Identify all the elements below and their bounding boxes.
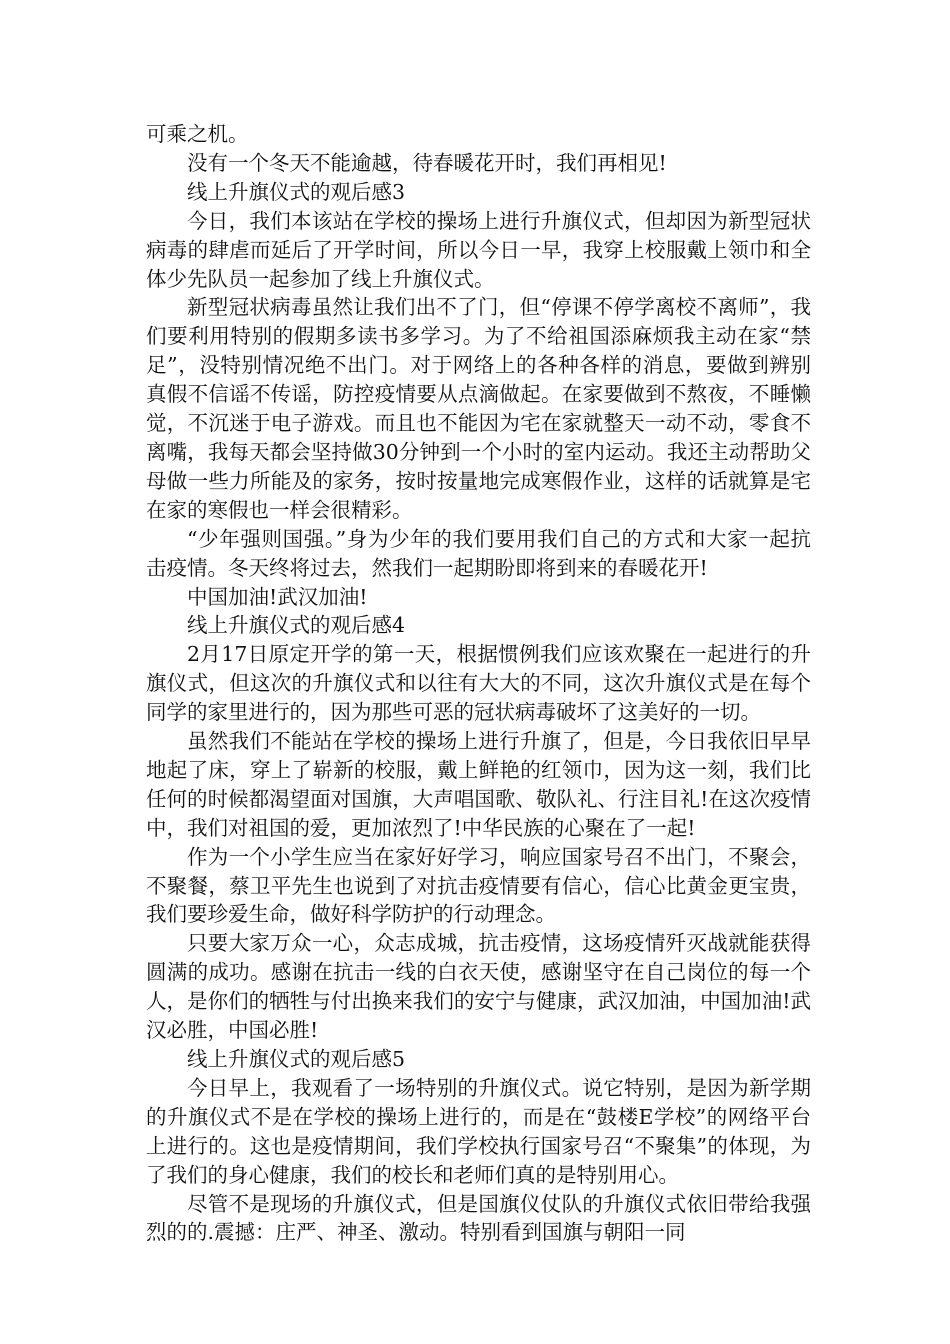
paragraph: 今日早上，我观看了一场特别的升旗仪式。说它特别，是因为新学期的升旗仪式不是在学校的操场上进行的，而是在“鼓楼E学校”的网络平台上进行的。这也是疫情期间，我们学校执行国家号召“不聚集”的体现，为了我们的身心健康，我们的校长和老师们真的是特别用心。: [146, 1075, 811, 1187]
paragraph: 中国加油!武汉加油!: [187, 584, 368, 609]
section-heading: 线上升旗仪式的观后感5: [187, 1047, 406, 1071]
paragraph: 尽管不是现场的升旗仪式，但是国旗仪仗队的升旗仪式依旧带给我强烈的的.震撼：庄严、神圣、激动。特别看到国旗与朝阳一同: [146, 1191, 811, 1245]
paragraph: 新型冠状病毒虽然让我们出不了门，但“停课不停学离校不离师”，我们要利用特别的假期多读书多学习。为了不给祖国添麻烦我主动在家“禁足”，没特别情况绝不出门。对于网络上的各种各样的消息，要做到辨别真假不信谣不传谣，防控疫情要从点滴做起。在家要做到不熬夜，不睡懒觉，不沉迷于电子游戏。而且也不能因为宅在家就整天一动不动，零食不离嘴，我每天都会坚持做30分钟到一个小时的室内运动。我还主动帮助父母做一些力所能及的家务，按时按量地完成寒假作业，这样的话就算是宅在家的寒假也一样会很精彩。: [146, 295, 811, 522]
paragraph: “少年强则国强。”身为少年的我们要用我们自己的方式和大家一起抗击疫情。冬天终将过去，然我们一起期盼即将到来的春暖花开!: [146, 526, 811, 580]
document-page: [146, 120, 811, 1247]
paragraph: 作为一个小学生应当在家好好学习，响应国家号召不出门，不聚会，不聚餐，蔡卫平先生也说到了对抗击疫情要有信心，信心比黄金更宝贵，我们要珍爱生命，做好科学防护的行动理念。: [146, 844, 811, 927]
section-heading: 线上升旗仪式的观后感4: [187, 613, 406, 638]
paragraph: 今日，我们本该站在学校的操场上进行升旗仪式，但却因为新型冠状病毒的肆虐而延后了开学时间，所以今日一早，我穿上校服戴上领巾和全体少先队员一起参加了线上升旗仪式。: [146, 208, 811, 291]
paragraph: 可乘之机。: [146, 122, 249, 146]
section-heading: 线上升旗仪式的观后感3: [187, 179, 406, 204]
paragraph: 2月17日原定开学的第一天，根据惯例我们应该欢聚在一起进行的升旗仪式，但这次的升旗仪式和以往有大大的不同，这次升旗仪式是在每个同学的家里进行的，因为那些可恶的冠状病毒破坏了这美好的一切。: [146, 642, 811, 725]
paragraph: 只要大家万众一心，众志成城，抗击疫情，这场疫情歼灭战就能获得圆满的成功。感谢在抗击一线的白衣天使，感谢坚守在自己岗位的每一个人，是你们的牺牲与付出换来我们的安宁与健康，武汉加油，中国加油!武汉必胜，中国必胜!: [146, 931, 811, 1043]
paragraph: 虽然我们不能站在学校的操场上进行升旗了，但是，今日我依旧早早地起了床，穿上了崭新的校服，戴上鲜艳的红领巾，因为这一刻，我们比任何的时候都渴望面对国旗，大声唱国歌、敬队礼、行注目礼!在这次疫情中，我们对祖国的爱，更加浓烈了!中华民族的心聚在了一起!: [146, 729, 811, 840]
paragraph: 没有一个冬天不能逾越，待春暖花开时，我们再相见!: [187, 150, 667, 175]
